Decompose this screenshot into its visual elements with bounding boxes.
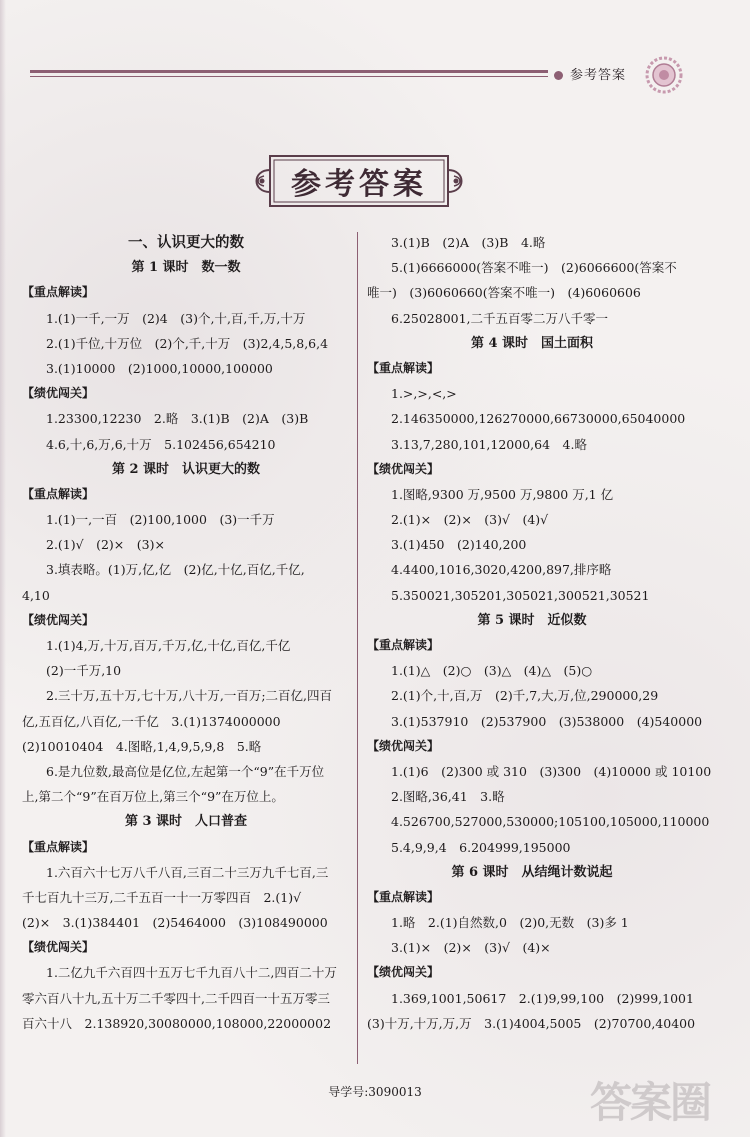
section-tag: 【绩优闯关】 <box>22 612 95 627</box>
column-divider <box>357 232 358 1064</box>
page-edge-shadow <box>0 0 6 1137</box>
answer-line: 2.(1)个,十,百,万 (2)千,7,大,万,位,290000,29 <box>391 688 659 704</box>
lesson-heading: 第 4 课时 国土面积 <box>470 335 594 351</box>
section-tag: 【重点解读】 <box>22 839 95 854</box>
section-tag: 【绩优闯关】 <box>367 738 440 753</box>
left-answer-column <box>22 230 350 1036</box>
section-tag: 【重点解读】 <box>22 285 95 300</box>
answer-line: 1.369,1001,50617 2.(1)9,99,100 (2)999,1001 <box>391 990 694 1006</box>
answer-line: 3.(1)537910 (2)537900 (3)538000 (4)540000 <box>391 713 703 729</box>
answer-line: 1.(1)4,万,十万,百万,千万,亿,十亿,百亿,千亿 <box>46 638 291 653</box>
answer-line: 3.填表略。(1)万,亿,亿 (2)亿,十亿,百亿,千亿, <box>46 562 305 578</box>
section-tag: 【重点解读】 <box>367 889 440 904</box>
page-title: 参考答案 <box>291 167 427 202</box>
answer-line: 2.146350000,126270000,66730000,65040000 <box>391 411 686 427</box>
answer-line: 2.三十万,五十万,七十万,八十万,一百万;二百亿,四百 <box>46 688 333 704</box>
answer-line: 2.(1)√ (2)× (3)× <box>46 537 165 553</box>
answer-line: 5.4,9,9,4 6.204999,195000 <box>391 839 571 855</box>
chapter-heading: 一、认识更大的数 <box>128 234 244 251</box>
answer-line: 3.(1)10000 (2)1000,10000,100000 <box>46 360 273 376</box>
answer-line: 亿,五百亿,八百亿,一千亿 3.(1)1374000000 <box>22 713 281 729</box>
answer-line: 1.(1)6 (2)300 或 310 (3)300 (4)10000 或 10100 <box>391 763 712 779</box>
answer-line: 1.图略,9300 万,9500 万,9800 万,1 亿 <box>391 486 614 502</box>
header-label: 参考答案 <box>570 68 627 83</box>
section-tag: 【重点解读】 <box>367 360 440 375</box>
answer-line: 1.(1)△ (2)○ (3)△ (4)△ (5)○ <box>391 663 593 679</box>
section-tag: 【绩优闯关】 <box>367 461 440 476</box>
guide-number: 导学号:3090013 <box>328 1085 422 1099</box>
section-tag: 【重点解读】 <box>367 638 440 652</box>
answer-line: (3)十万,十万,万,万 3.(1)4004,5005 (2)70700,40400 <box>367 1015 696 1031</box>
header-rule <box>30 70 548 80</box>
answer-line: 6.是九位数,最高位是亿位,左起第一个“9”在千万位 <box>46 763 325 779</box>
lesson-heading: 第 2 课时 认识更大的数 <box>111 461 261 477</box>
answer-line: 1.23300,12230 2.略 3.(1)B (2)A (3)B <box>46 411 309 427</box>
answer-line: 1.(1)一,一百 (2)100,1000 (3)一千万 <box>46 512 275 528</box>
section-tag: 【绩优闯关】 <box>22 386 95 401</box>
lesson-heading: 第 5 课时 近似数 <box>477 612 587 628</box>
answer-line: 零六百八十九,五十万二千零四十,二千四百一十五万零三 <box>22 990 330 1006</box>
answer-line: 3.(1)B (2)A (3)B 4.略 <box>391 235 546 250</box>
answer-line: 2.(1)× (2)× (3)√ (4)√ <box>391 512 549 528</box>
section-tag: 【绩优闯关】 <box>22 940 95 955</box>
answer-line: (2)一千万,10 <box>46 663 122 679</box>
answer-line: (2)× 3.(1)384401 (2)5464000 (3)108490000 <box>22 915 328 931</box>
answer-line: 4.6,十,6,万,6,十万 5.102456,654210 <box>46 436 276 452</box>
watermark-logo: 答案圈 <box>590 1078 711 1127</box>
section-tag: 【重点解读】 <box>22 486 95 501</box>
answer-line: 千七百九十三万,二千五百一十一万零四百 2.(1)√ <box>22 889 302 905</box>
answer-line: 3.13,7,280,101,12000,64 4.略 <box>391 436 587 452</box>
answer-line: 2.图略,36,41 3.略 <box>391 789 505 805</box>
lesson-heading: 第 6 课时 从结绳计数说起 <box>451 864 613 880</box>
answer-line: (2)10010404 4.图略,1,4,9,5,9,8 5.略 <box>22 738 262 754</box>
answer-line: 1.略 2.(1)自然数,0 (2)0,无数 (3)多 1 <box>391 915 629 931</box>
section-tag: 【绩优闯关】 <box>367 965 440 980</box>
answer-line: 1.>,>,<,> <box>391 386 457 402</box>
answer-line: 唯一) (3)6060660(答案不唯一) (4)6060606 <box>367 285 641 301</box>
flower-emblem-icon <box>644 55 684 95</box>
answer-line: 5.(1)6666000(答案不唯一) (2)6066600(答案不 <box>391 260 677 276</box>
right-answer-column <box>367 230 712 1036</box>
answer-line: 3.(1)× (2)× (3)√ (4)× <box>391 940 551 956</box>
answer-line: 4.526700,527000,530000;105100,105000,110000 <box>391 814 710 830</box>
answer-line: 3.(1)450 (2)140,200 <box>391 537 527 553</box>
title-banner <box>248 150 470 212</box>
header-dot-icon <box>554 71 563 80</box>
answer-line: 6.25028001,二千五百零二万八千零一 <box>391 310 609 326</box>
answer-line: 上,第二个“9”在百万位上,第三个“9”在万位上。 <box>22 789 284 805</box>
answer-line: 1.六百六十七万八千八百,三百二十三万九千七百,三 <box>46 864 329 880</box>
answer-line: 2.(1)千位,十万位 (2)个,千,十万 (3)2,4,5,8,6,4 <box>46 335 329 351</box>
answer-line: 5.350021,305201,305021,300521,30521 <box>391 587 650 603</box>
answer-line: 1.(1)一千,一万 (2)4 (3)个,十,百,千,万,十万 <box>46 310 306 326</box>
lesson-heading: 第 1 课时 数一数 <box>131 260 241 276</box>
answer-line: 4.4400,1016,3020,4200,897,排序略 <box>391 562 612 578</box>
answer-line: 1.二亿九千六百四十五万七千九百八十二,四百二十万 <box>46 965 337 981</box>
answer-line: 4,10 <box>22 587 50 603</box>
lesson-heading: 第 3 课时 人口普查 <box>124 814 248 830</box>
answer-line: 百六十八 2.138920,30080000,108000,22000002 <box>22 1015 332 1031</box>
